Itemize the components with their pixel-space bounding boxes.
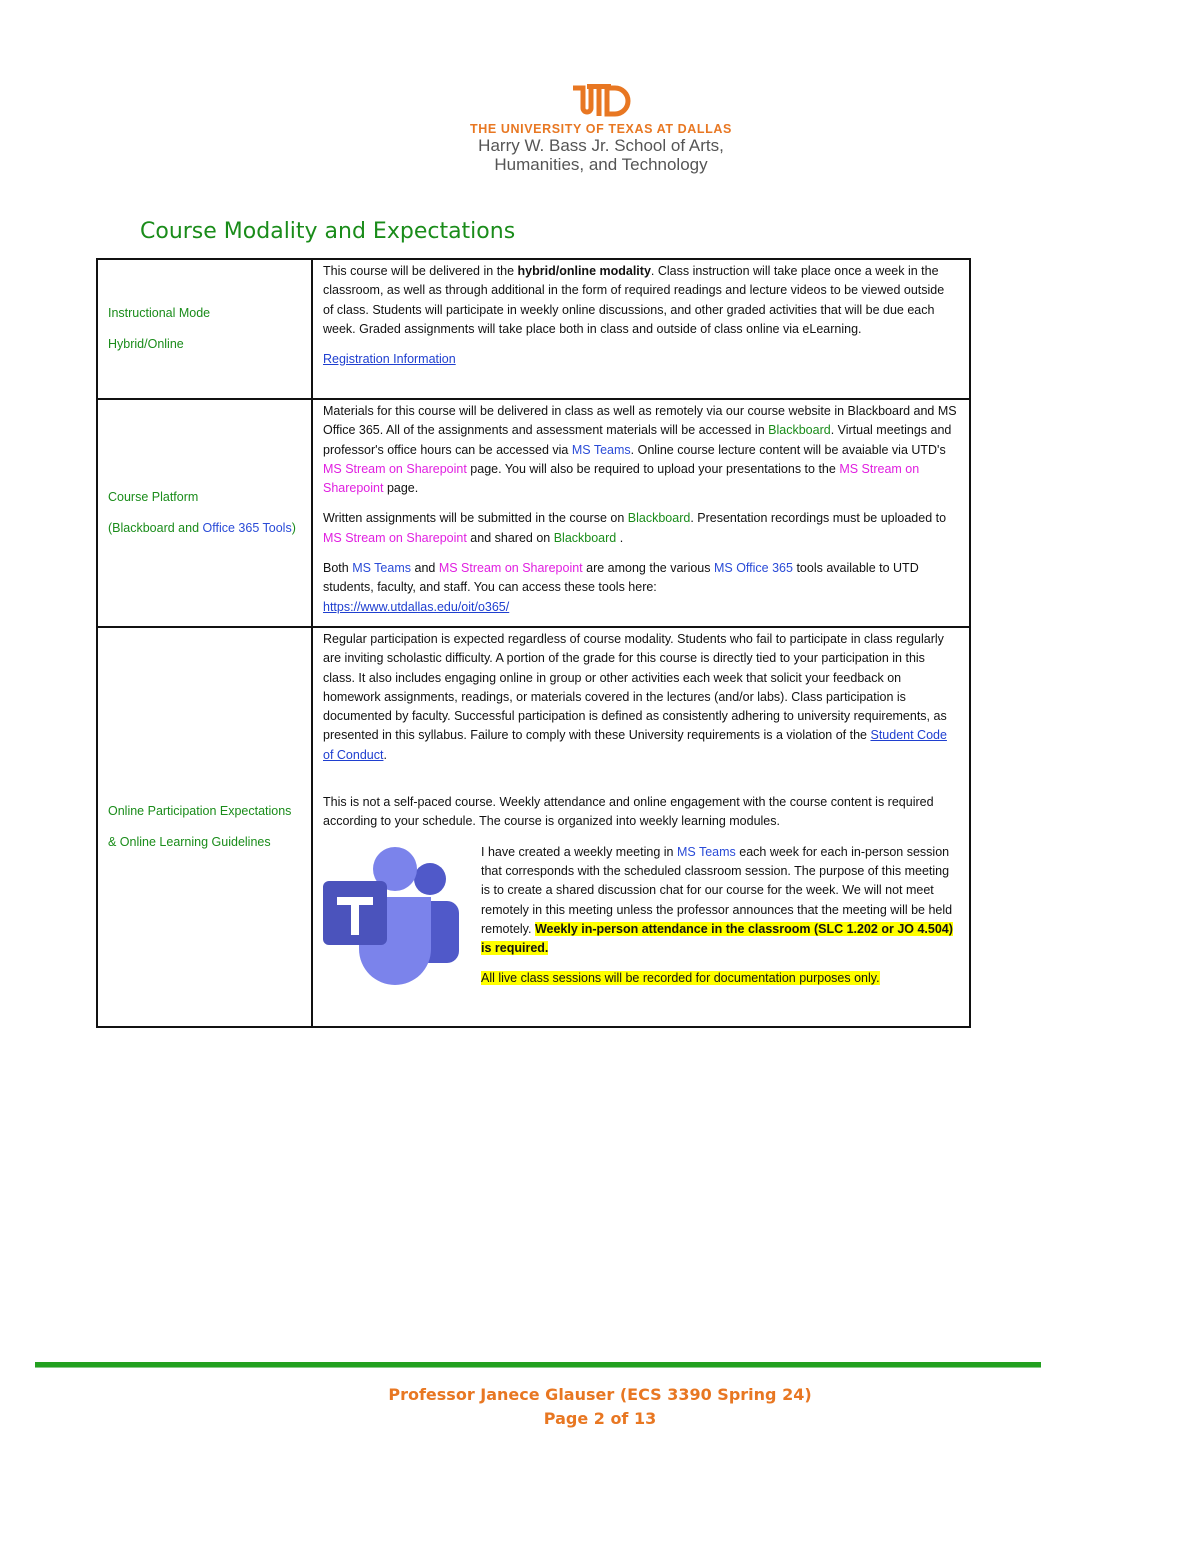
page-title: Course Modality and Expectations xyxy=(140,219,516,244)
text: This course will be delivered in the xyxy=(323,264,518,278)
row-label-cell xyxy=(97,627,312,1027)
participation-paragraph-3 xyxy=(481,843,957,959)
text: Both xyxy=(323,561,353,576)
teams-section xyxy=(317,843,957,989)
university-name: THE UNIVERSITY OF TEXAS AT DALLAS xyxy=(470,122,732,136)
text: . xyxy=(383,747,387,762)
footer-page-number: Page 2 of 13 xyxy=(543,1409,657,1428)
text: page. You will also be required to upload your presentations to the xyxy=(466,461,840,476)
footer-divider xyxy=(35,1362,1041,1368)
text: ) xyxy=(291,520,296,535)
blackboard-text: Blackboard xyxy=(627,511,691,526)
mode-paragraph xyxy=(323,262,957,339)
ms-teams-text: MS Teams xyxy=(352,561,412,576)
school-name-line2: Humanities, and Technology xyxy=(494,155,708,174)
row-label-cell xyxy=(97,259,312,399)
utd-logo-text: UTD xyxy=(571,82,574,83)
text: tools available to UTD students, faculty, and staff. You can access these tools here: xyxy=(323,561,919,595)
bold-text: hybrid/online modality xyxy=(517,264,651,278)
text: Materials for this course will be delivered in class as well as remotely via our course website in Blackboard and MS Office 365. All of the assignments and assessment materials will be accessed in xyxy=(323,404,957,438)
blackboard-text: Blackboard xyxy=(553,530,617,545)
label-online-participation: Online Participation Expectations xyxy=(108,804,292,818)
teams-logo-letter: T xyxy=(317,844,318,846)
page-footer xyxy=(0,1383,1200,1431)
ms-teams-text: MS Teams xyxy=(676,844,736,859)
text: (Blackboard and xyxy=(108,520,203,535)
ms-stream-text: MS Stream on Sharepoint xyxy=(323,530,467,545)
highlighted-recording-text: All live class sessions will be recorded for documentation purposes only. xyxy=(481,971,880,986)
text: and shared on xyxy=(466,530,554,545)
text: I have created a weekly meeting in xyxy=(481,844,677,859)
label-instructional-mode: Instructional Mode xyxy=(108,306,211,320)
ms-stream-text: MS Stream on Sharepoint xyxy=(323,461,920,496)
student-code-of-conduct-link[interactable]: Student Code of Conduct xyxy=(323,728,947,762)
label-online-learning-guidelines: & Online Learning Guidelines xyxy=(108,834,271,849)
row-label-cell xyxy=(97,399,312,627)
ms-office-365-text: MS Office 365 xyxy=(713,561,793,576)
table-row-instructional-mode xyxy=(97,259,970,399)
row-content-cell xyxy=(312,399,970,627)
ms-teams-text: MS Teams xyxy=(571,442,631,457)
utd-logo xyxy=(456,82,746,174)
row-content-cell xyxy=(312,627,970,1027)
table-row-participation xyxy=(97,627,970,1027)
teams-text-block xyxy=(467,843,957,989)
registration-link-paragraph xyxy=(323,350,957,369)
footer-professor: Professor Janece Glauser (ECS 3390 Spring 24) xyxy=(388,1385,812,1404)
text: and xyxy=(411,561,439,576)
text: . Online course lecture content will be avaiable via UTD's xyxy=(630,442,946,457)
utd-logo-mark-icon xyxy=(571,82,631,118)
school-name-line1: Harry W. Bass Jr. School of Arts, xyxy=(478,136,724,155)
registration-information-link[interactable]: Registration Information xyxy=(323,352,456,367)
office-365-tools-text: Office 365 Tools xyxy=(202,520,292,535)
text: are among the various xyxy=(582,561,714,576)
text: . Virtual meetings and professor's office hours can be accessed via xyxy=(323,423,952,457)
highlighted-attendance-text: Weekly in-person attendance in the classroom (SLC 1.202 or JO 4.504) is required. xyxy=(481,921,953,956)
participation-paragraph-2: This is not a self-paced course. Weekly attendance and online engagement with the course content is required according to your schedule. The course is organized into weekly learning modules. xyxy=(323,795,934,829)
text: . xyxy=(616,530,624,545)
label-course-platform: Course Platform xyxy=(108,490,199,504)
row-content-cell xyxy=(312,259,970,399)
label-platform-tools xyxy=(108,519,301,539)
table-row-course-platform xyxy=(97,399,970,627)
text: . Presentation recordings must be uploaded to xyxy=(690,511,947,526)
o365-link[interactable]: https://www.utdallas.edu/oit/o365/ xyxy=(323,599,510,614)
participation-paragraph-4 xyxy=(481,969,957,988)
ms-stream-text: MS Stream on Sharepoint xyxy=(323,461,467,476)
text: each week for each in-person session that corresponds with the scheduled classroom session. The purpose of this meeting is to create a shared discussion chat for our course for the week. We will not meet remotely in this meeting unless the professor announces that the meeting will be held remotely. xyxy=(481,844,953,936)
ms-stream-text: MS Stream on Sharepoint xyxy=(438,561,583,576)
text: Written assignments will be submitted in the course on xyxy=(323,511,628,526)
platform-paragraph-2 xyxy=(323,509,957,548)
platform-paragraph-3 xyxy=(323,559,957,617)
participation-paragraph-1 xyxy=(323,630,957,765)
platform-paragraph-1 xyxy=(323,402,957,498)
text: . Class instruction will take place once a week in the classroom, as well as through additional in the form of required readings and lecture videos to be viewed outside of class. Students will participate in weekly online discussions, and other graded activities that will be due each week. Graded assignments will take place both in class and outside of class online via eLearning. xyxy=(323,264,945,336)
modality-table xyxy=(96,258,971,1028)
text: page. xyxy=(383,481,419,496)
blackboard-text: Blackboard xyxy=(768,423,831,438)
label-hybrid-online: Hybrid/Online xyxy=(108,336,184,351)
text: Regular participation is expected regardless of course modality. Students who fail to participate in class regularly are inviting scholastic difficulty. A portion of the grade for this course is directly tied to your participation in this class. It also includes engaging online in group or other activities each week that solicit your feedback on homework assignments, readings, or materials covered in the lectures (and/or labs). Class participation is documented by faculty. Successful participation is defined as consistently adhering to university requirements, as presented in this syllabus. Failure to comply with these University requirements is a violation of the xyxy=(323,632,947,743)
ms-teams-logo-icon xyxy=(317,845,467,985)
